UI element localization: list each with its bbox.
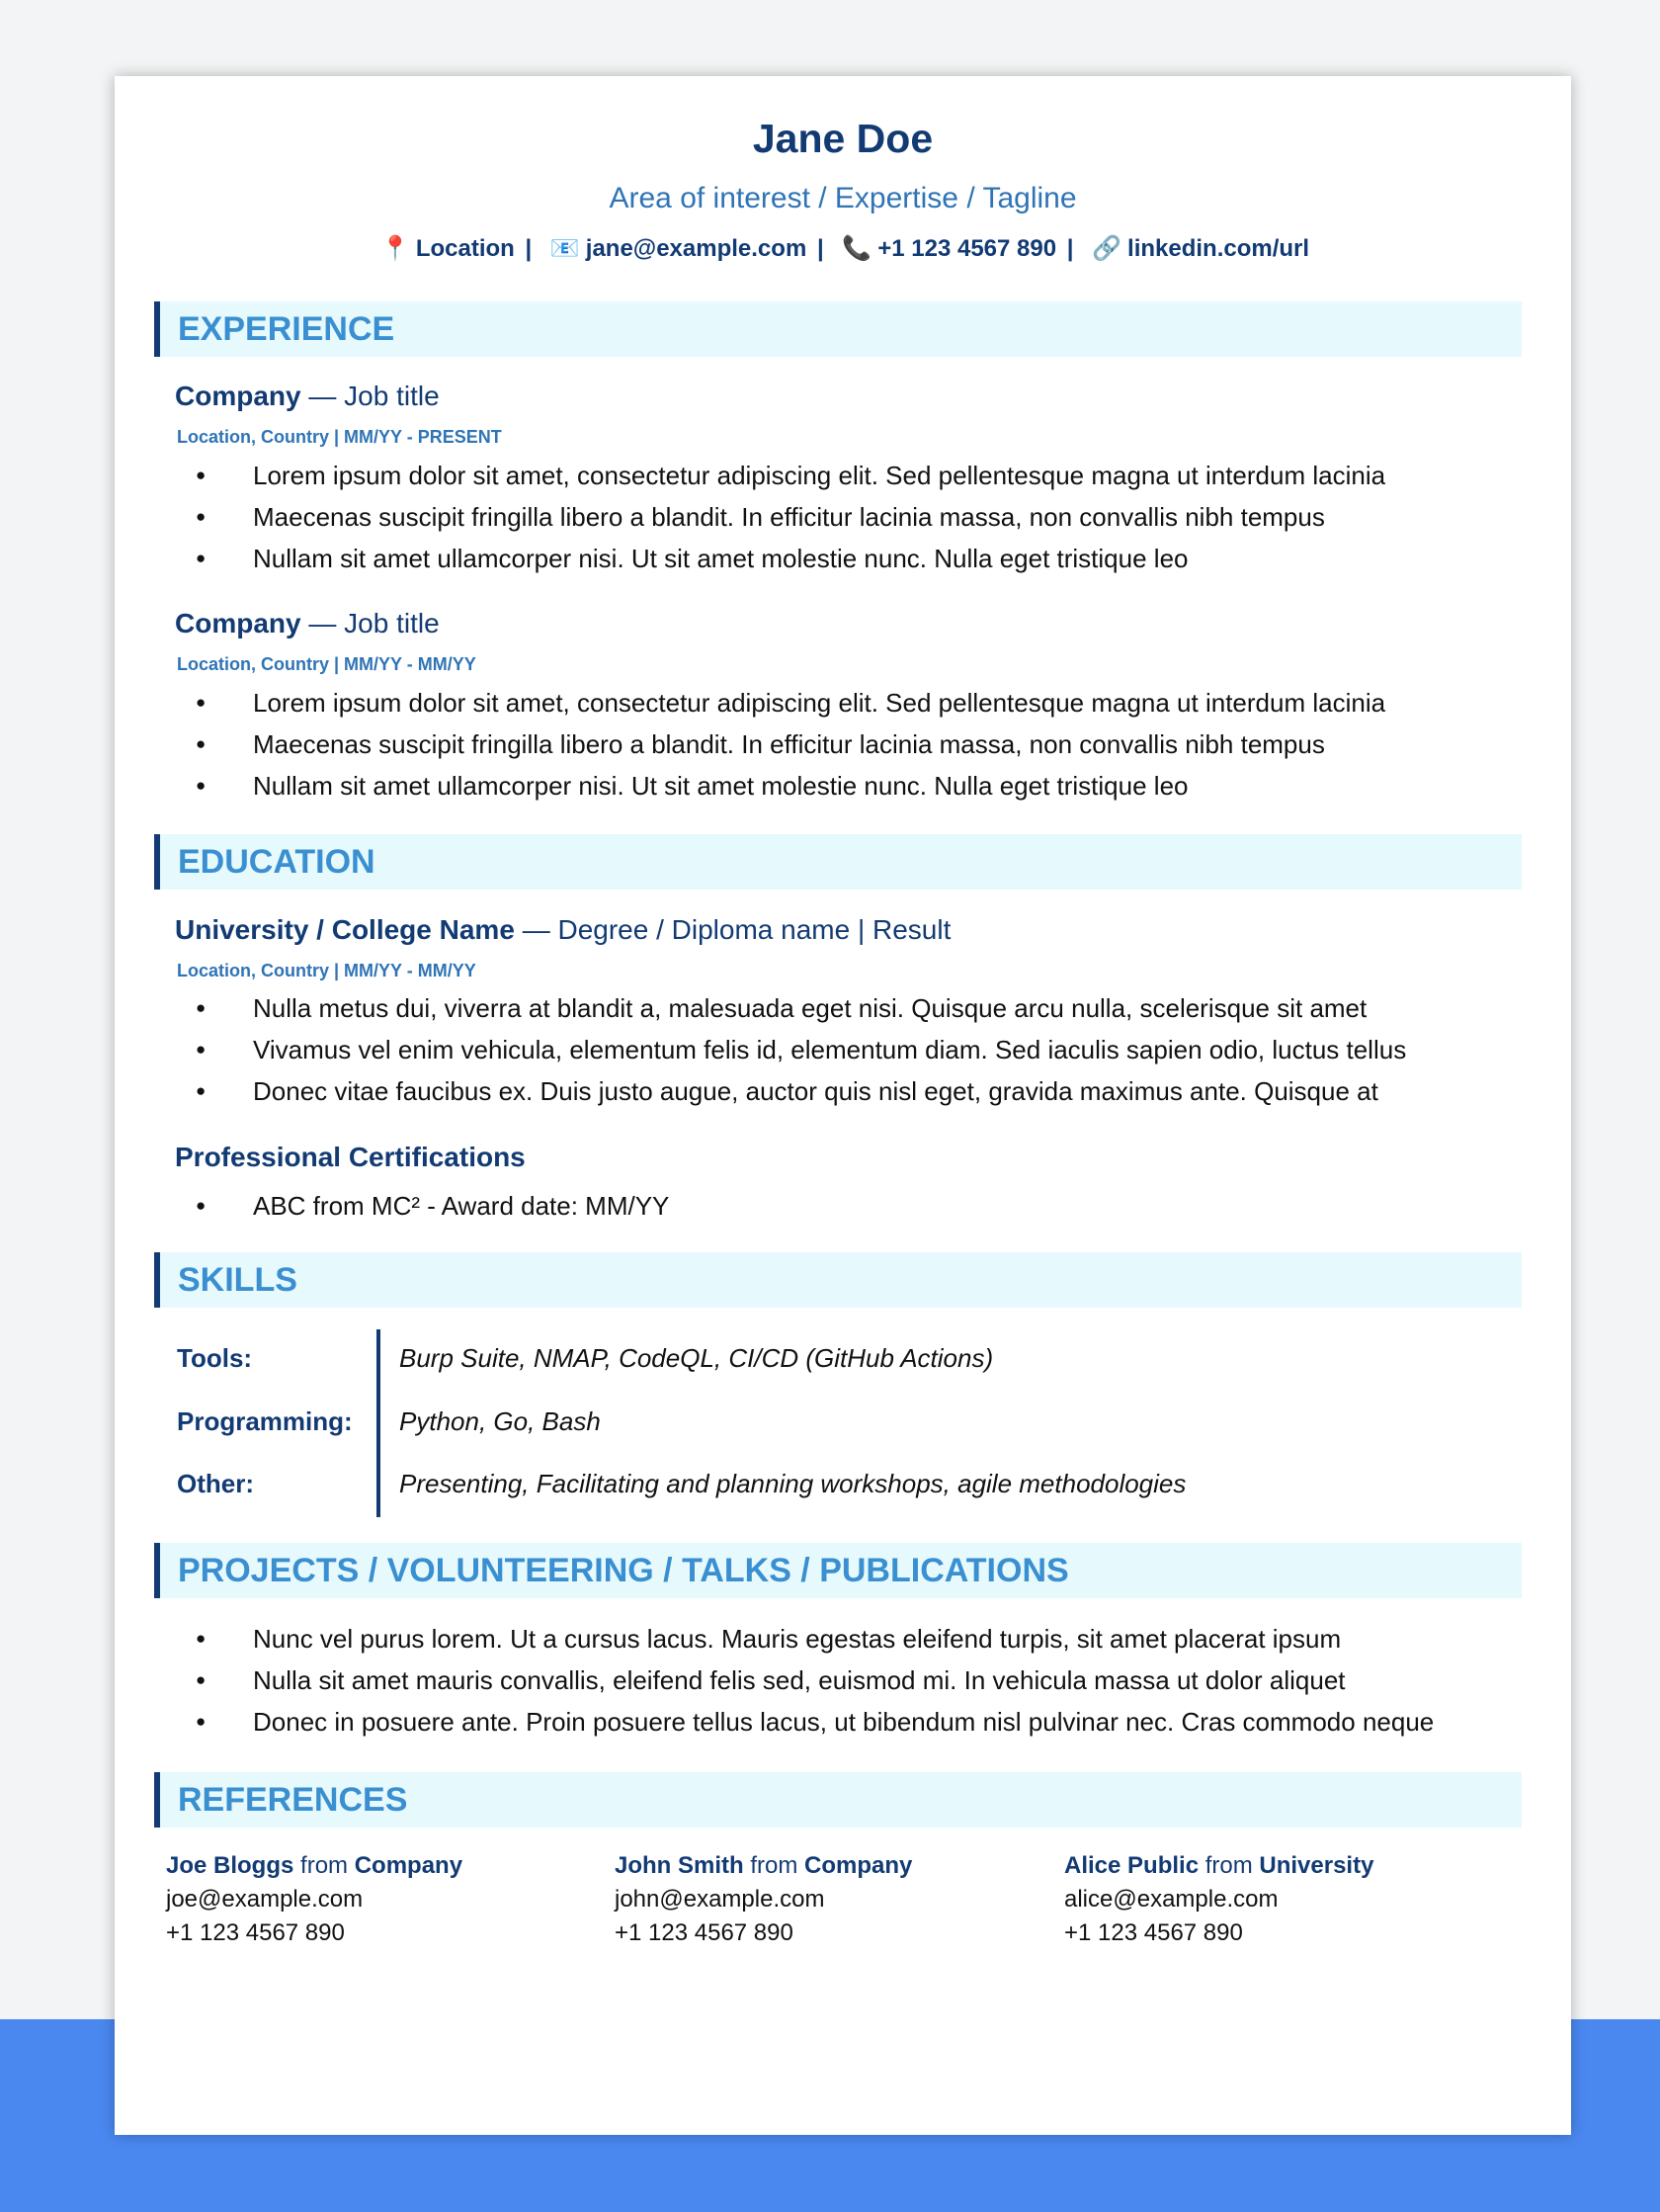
skills-label: Other: bbox=[177, 1469, 254, 1498]
candidate-name: Jane Doe bbox=[752, 116, 934, 161]
school-name: University / College Name bbox=[175, 914, 515, 945]
skills-value: Python, Go, Bash bbox=[399, 1406, 601, 1436]
reference-phone: +1 123 4567 890 bbox=[166, 1919, 345, 1946]
skills-table bbox=[177, 1329, 1461, 1517]
list-item: ● ABC from MC² - Award date: MM/YY bbox=[253, 1185, 1537, 1227]
experience-2-bullets bbox=[253, 682, 1537, 807]
experience-1-bullets bbox=[253, 455, 1537, 579]
reference-phone: +1 123 4567 890 bbox=[615, 1919, 793, 1946]
reference-from: from bbox=[1204, 1852, 1253, 1879]
skills-value: Presenting, Facilitating and planning workshops, agile methodologies bbox=[399, 1469, 1187, 1498]
location-text: Location bbox=[415, 235, 515, 262]
reference-org: Company bbox=[354, 1852, 463, 1879]
envelope-icon: 📧 bbox=[549, 235, 580, 262]
section-header-references: REFERENCES bbox=[154, 1772, 1522, 1828]
section-header-skills: SKILLS bbox=[154, 1252, 1522, 1308]
section-header-projects: PROJECTS / VOLUNTEERING / TALKS / PUBLICATIONS bbox=[154, 1543, 1522, 1598]
email-link[interactable]: jane@example.com bbox=[585, 235, 807, 262]
company-name: Company bbox=[175, 608, 301, 638]
list-item: ● Donec vitae faucibus ex. Duis justo augue, auctor quis nisl eget, gravida maximus ante. Quisque at bbox=[253, 1070, 1537, 1112]
job-title: — Job title bbox=[308, 608, 440, 638]
reference-phone: +1 123 4567 890 bbox=[1064, 1919, 1243, 1946]
skills-row-programming bbox=[177, 1406, 1461, 1446]
company-name: Company bbox=[175, 381, 301, 411]
reference-name: Alice Public bbox=[1064, 1852, 1200, 1879]
list-item: ● Maecenas suscipit fringilla libero a blandit. In efficitur lacinia massa, non convallis nibh tempus bbox=[253, 496, 1537, 538]
separator: | bbox=[816, 235, 824, 262]
education-meta: Location, Country | MM/YY - MM/YY bbox=[177, 961, 476, 980]
list-item: ● Nulla metus dui, viverra at blandit a, malesuada eget nisi. Quisque arcu nulla, scelerisque sit amet bbox=[253, 987, 1537, 1029]
reference-from: from bbox=[300, 1852, 349, 1879]
separator: | bbox=[1066, 235, 1074, 262]
skills-label: Programming: bbox=[177, 1406, 353, 1436]
reference-name-line bbox=[615, 1849, 1059, 1883]
reference-1 bbox=[166, 1849, 611, 1950]
reference-email[interactable]: john@example.com bbox=[615, 1886, 825, 1913]
reference-2 bbox=[615, 1849, 1059, 1950]
reference-3 bbox=[1064, 1849, 1509, 1950]
pin-icon: 📍 bbox=[379, 235, 410, 262]
section-header-education: EDUCATION bbox=[154, 834, 1522, 890]
reference-name-line bbox=[166, 1849, 611, 1883]
contact-line bbox=[115, 234, 1571, 263]
list-item: ● Nulla sit amet mauris convallis, eleifend felis sed, euismod mi. In vehicula massa ut dolor aliquet bbox=[253, 1659, 1537, 1701]
reference-email[interactable]: alice@example.com bbox=[1064, 1886, 1279, 1913]
reference-from: from bbox=[750, 1852, 798, 1879]
reference-email[interactable]: joe@example.com bbox=[166, 1886, 364, 1913]
skills-label: Tools: bbox=[177, 1343, 253, 1373]
resume-page bbox=[115, 76, 1571, 2135]
education-title bbox=[175, 914, 951, 946]
reference-org: Company bbox=[804, 1852, 913, 1879]
reference-org: University bbox=[1259, 1852, 1374, 1879]
reference-name: John Smith bbox=[615, 1852, 744, 1879]
list-item: ● Donec in posuere ante. Proin posuere tellus lacus, ut bibendum nisl pulvinar nec. Cras commodo neque bbox=[253, 1701, 1537, 1743]
experience-2-meta: Location, Country | MM/YY - MM/YY bbox=[177, 654, 476, 674]
list-item: ● Vivamus vel enim vehicula, elementum felis id, elementum diam. Sed iaculis sapien odio, luctus tellus bbox=[253, 1029, 1537, 1070]
list-item: ● Lorem ipsum dolor sit amet, consectetur adipiscing elit. Sed pellentesque magna ut interdum lacinia bbox=[253, 682, 1537, 723]
linkedin-link[interactable]: linkedin.com/url bbox=[1127, 235, 1310, 262]
tagline: Area of interest / Expertise / Tagline bbox=[609, 182, 1077, 214]
degree-name: — Degree / Diploma name | Result bbox=[522, 914, 952, 945]
reference-name: Joe Bloggs bbox=[166, 1852, 294, 1879]
education-bullets bbox=[253, 987, 1537, 1112]
phone-icon: 📞 bbox=[842, 235, 872, 262]
certifications-list bbox=[253, 1185, 1537, 1227]
job-title: — Job title bbox=[308, 381, 440, 411]
link-icon: 🔗 bbox=[1092, 235, 1122, 262]
list-item: ● Lorem ipsum dolor sit amet, consectetur adipiscing elit. Sed pellentesque magna ut interdum lacinia bbox=[253, 455, 1537, 496]
list-item: ● Maecenas suscipit fringilla libero a blandit. In efficitur lacinia massa, non convallis nibh tempus bbox=[253, 723, 1537, 765]
experience-1-title bbox=[175, 381, 440, 412]
certifications-title: Professional Certifications bbox=[175, 1142, 526, 1172]
phone-text: +1 123 4567 890 bbox=[877, 235, 1057, 262]
skills-row-tools bbox=[177, 1343, 1461, 1383]
list-item: ● Nullam sit amet ullamcorper nisi. Ut sit amet molestie nunc. Nulla eget tristique leo bbox=[253, 765, 1537, 807]
separator: | bbox=[525, 235, 533, 262]
skills-row-other bbox=[177, 1469, 1461, 1508]
list-item: ● Nunc vel purus lorem. Ut a cursus lacus. Mauris egestas eleifend turpis, sit amet placerat ipsum bbox=[253, 1618, 1537, 1659]
projects-bullets bbox=[253, 1618, 1537, 1743]
reference-name-line bbox=[1064, 1849, 1509, 1883]
list-item: ● Nullam sit amet ullamcorper nisi. Ut sit amet molestie nunc. Nulla eget tristique leo bbox=[253, 538, 1537, 579]
experience-1-meta: Location, Country | MM/YY - PRESENT bbox=[177, 427, 502, 447]
experience-2-title bbox=[175, 608, 440, 639]
section-header-experience: EXPERIENCE bbox=[154, 301, 1522, 357]
skills-value: Burp Suite, NMAP, CodeQL, CI/CD (GitHub Actions) bbox=[399, 1343, 994, 1373]
